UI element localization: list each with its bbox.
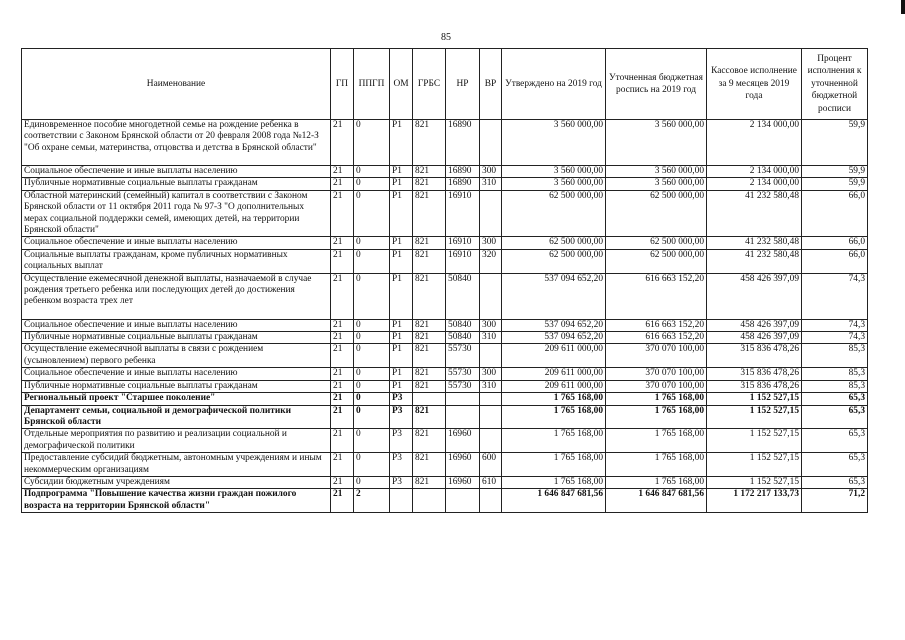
table-header-row xyxy=(22,49,868,120)
table-row xyxy=(22,319,868,331)
percent-cell: 59,9 xyxy=(802,178,868,190)
om-cell: Р1 xyxy=(390,190,413,237)
approved-cell: 62 500 000,00 xyxy=(502,190,606,237)
name-cell: Публичные нормативные социальные выплаты гражданам xyxy=(22,178,331,190)
name-cell: Осуществление ежемесячной выплаты в связи с рождением (усыновлением) первого ребенка xyxy=(22,344,331,368)
approved-cell: 1 646 847 681,56 xyxy=(502,489,606,513)
refined-cell: 616 663 152,20 xyxy=(606,319,707,331)
vr-cell: 300 xyxy=(480,319,502,331)
om-cell: Р1 xyxy=(390,344,413,368)
col-header-cash: Кассовое исполнение за 9 месяцев 2019 года xyxy=(707,49,802,120)
name-cell: Департамент семьи, социальной и демографической политики Брянской области xyxy=(22,405,331,429)
name-cell: Публичные нормативные социальные выплаты гражданам xyxy=(22,332,331,344)
vr-cell: 310 xyxy=(480,178,502,190)
refined-cell: 3 560 000,00 xyxy=(606,166,707,178)
refined-cell: 62 500 000,00 xyxy=(606,249,707,273)
percent-cell: 66,0 xyxy=(802,190,868,237)
ppgp-cell: 0 xyxy=(354,190,390,237)
refined-cell: 370 070 100,00 xyxy=(606,380,707,392)
approved-cell: 209 611 000,00 xyxy=(502,380,606,392)
table-row xyxy=(22,190,868,237)
name-cell: Социальное обеспечение и иные выплаты населению xyxy=(22,368,331,380)
table-row xyxy=(22,476,868,488)
percent-cell: 59,9 xyxy=(802,120,868,166)
name-cell: Областной материнский (семейный) капитал в соответствии с Законом Брянской области от 11 октября 2011 года № 97-З "О дополнительных мерах социальной поддержки семей, имеющих детей, на территории Брянской области" xyxy=(22,190,331,237)
grbs-cell: 821 xyxy=(413,476,446,488)
approved-cell: 209 611 000,00 xyxy=(502,368,606,380)
table-row xyxy=(22,344,868,368)
np-cell xyxy=(446,405,480,429)
om-cell: Р1 xyxy=(390,368,413,380)
gp-cell: 21 xyxy=(331,476,354,488)
gp-cell: 21 xyxy=(331,319,354,331)
grbs-cell: 821 xyxy=(413,273,446,319)
cash-cell: 458 426 397,09 xyxy=(707,319,802,331)
grbs-cell: 821 xyxy=(413,319,446,331)
cash-cell: 315 836 478,26 xyxy=(707,380,802,392)
approved-cell: 1 765 168,00 xyxy=(502,429,606,453)
gp-cell: 21 xyxy=(331,190,354,237)
percent-cell: 74,3 xyxy=(802,319,868,331)
ppgp-cell: 0 xyxy=(354,120,390,166)
cash-cell: 1 152 527,15 xyxy=(707,429,802,453)
gp-cell: 21 xyxy=(331,237,354,249)
refined-cell: 370 070 100,00 xyxy=(606,368,707,380)
approved-cell: 62 500 000,00 xyxy=(502,249,606,273)
percent-cell: 65,3 xyxy=(802,476,868,488)
vr-cell xyxy=(480,344,502,368)
refined-cell: 1 765 168,00 xyxy=(606,429,707,453)
ppgp-cell: 0 xyxy=(354,344,390,368)
vr-cell xyxy=(480,273,502,319)
refined-cell: 1 765 168,00 xyxy=(606,476,707,488)
ppgp-cell: 0 xyxy=(354,380,390,392)
cash-cell: 41 232 580,48 xyxy=(707,249,802,273)
cash-cell: 1 152 527,15 xyxy=(707,453,802,477)
om-cell: Р1 xyxy=(390,178,413,190)
approved-cell: 1 765 168,00 xyxy=(502,405,606,429)
cash-cell: 1 172 217 133,73 xyxy=(707,489,802,513)
grbs-cell xyxy=(413,489,446,513)
np-cell xyxy=(446,393,480,405)
percent-cell: 74,3 xyxy=(802,273,868,319)
np-cell: 16890 xyxy=(446,120,480,166)
name-cell: Социальные выплаты гражданам, кроме публичных нормативных социальных выплат xyxy=(22,249,331,273)
table-row xyxy=(22,273,868,319)
gp-cell: 21 xyxy=(331,249,354,273)
om-cell: Р3 xyxy=(390,429,413,453)
col-header-np: НР xyxy=(446,49,480,120)
percent-cell: 65,3 xyxy=(802,405,868,429)
budget-table xyxy=(21,48,868,513)
gp-cell: 21 xyxy=(331,489,354,513)
vr-cell xyxy=(480,393,502,405)
om-cell: Р1 xyxy=(390,273,413,319)
col-header-percent: Процент исполнения к уточненной бюджетной росписи xyxy=(802,49,868,120)
col-header-gp: ГП xyxy=(331,49,354,120)
np-cell: 16960 xyxy=(446,429,480,453)
om-cell: Р3 xyxy=(390,476,413,488)
ppgp-cell: 0 xyxy=(354,429,390,453)
approved-cell: 3 560 000,00 xyxy=(502,120,606,166)
grbs-cell: 821 xyxy=(413,368,446,380)
refined-cell: 62 500 000,00 xyxy=(606,190,707,237)
np-cell: 55730 xyxy=(446,344,480,368)
grbs-cell: 821 xyxy=(413,120,446,166)
name-cell: Подпрограмма "Повышение качества жизни граждан пожилого возраста на территории Брянской области" xyxy=(22,489,331,513)
om-cell: Р1 xyxy=(390,249,413,273)
table-row xyxy=(22,178,868,190)
vr-cell xyxy=(480,405,502,429)
name-cell: Региональный проект "Старшее поколение" xyxy=(22,393,331,405)
name-cell: Единовременное пособие многодетной семье на рождение ребенка в соответствии с Законом Брянской области от 20 февраля 2008 года №12-З "Об охране семьи, материнства, отцовства и детства в Брянской области" xyxy=(22,120,331,166)
approved-cell: 1 765 168,00 xyxy=(502,453,606,477)
table-row xyxy=(22,332,868,344)
om-cell: Р1 xyxy=(390,166,413,178)
approved-cell: 1 765 168,00 xyxy=(502,476,606,488)
np-cell: 16890 xyxy=(446,166,480,178)
refined-cell: 1 765 168,00 xyxy=(606,405,707,429)
np-cell: 16910 xyxy=(446,249,480,273)
cash-cell: 2 134 000,00 xyxy=(707,178,802,190)
percent-cell: 65,3 xyxy=(802,453,868,477)
percent-cell: 66,0 xyxy=(802,237,868,249)
approved-cell: 62 500 000,00 xyxy=(502,237,606,249)
table-row xyxy=(22,166,868,178)
gp-cell: 21 xyxy=(331,166,354,178)
ppgp-cell: 0 xyxy=(354,476,390,488)
approved-cell: 209 611 000,00 xyxy=(502,344,606,368)
om-cell: Р3 xyxy=(390,393,413,405)
om-cell xyxy=(390,489,413,513)
refined-cell: 370 070 100,00 xyxy=(606,344,707,368)
np-cell: 16960 xyxy=(446,453,480,477)
om-cell: Р1 xyxy=(390,237,413,249)
name-cell: Отдельные мероприятия по развитию и реализации социальной и демографической политики xyxy=(22,429,331,453)
page-number: 85 xyxy=(441,32,451,43)
refined-cell: 616 663 152,20 xyxy=(606,273,707,319)
name-cell: Социальное обеспечение и иные выплаты населению xyxy=(22,166,331,178)
cash-cell: 2 134 000,00 xyxy=(707,120,802,166)
np-cell: 55730 xyxy=(446,368,480,380)
percent-cell: 59,9 xyxy=(802,166,868,178)
col-header-grbs: ГРБС xyxy=(413,49,446,120)
vr-cell: 300 xyxy=(480,237,502,249)
percent-cell: 85,3 xyxy=(802,344,868,368)
grbs-cell: 821 xyxy=(413,190,446,237)
approved-cell: 3 560 000,00 xyxy=(502,166,606,178)
np-cell: 55730 xyxy=(446,380,480,392)
percent-cell: 85,3 xyxy=(802,380,868,392)
cash-cell: 41 232 580,48 xyxy=(707,190,802,237)
table-row xyxy=(22,429,868,453)
vr-cell: 320 xyxy=(480,249,502,273)
ppgp-cell: 0 xyxy=(354,393,390,405)
ppgp-cell: 0 xyxy=(354,178,390,190)
ppgp-cell: 0 xyxy=(354,405,390,429)
ppgp-cell: 0 xyxy=(354,319,390,331)
vr-cell: 300 xyxy=(480,368,502,380)
om-cell: Р1 xyxy=(390,120,413,166)
cash-cell: 1 152 527,15 xyxy=(707,476,802,488)
vr-cell: 600 xyxy=(480,453,502,477)
gp-cell: 21 xyxy=(331,120,354,166)
table-row xyxy=(22,453,868,477)
col-header-om: ОМ xyxy=(390,49,413,120)
percent-cell: 85,3 xyxy=(802,368,868,380)
table-row xyxy=(22,249,868,273)
ppgp-cell: 0 xyxy=(354,166,390,178)
om-cell: Р3 xyxy=(390,405,413,429)
table-row xyxy=(22,120,868,166)
col-header-approved: Утверждено на 2019 год xyxy=(502,49,606,120)
vr-cell xyxy=(480,429,502,453)
approved-cell: 537 094 652,20 xyxy=(502,319,606,331)
vr-cell xyxy=(480,190,502,237)
gp-cell: 21 xyxy=(331,380,354,392)
refined-cell: 1 765 168,00 xyxy=(606,393,707,405)
gp-cell: 21 xyxy=(331,405,354,429)
name-cell: Предоставление субсидий бюджетным, автономным учреждениям и иным некоммерческим организациям xyxy=(22,453,331,477)
np-cell xyxy=(446,489,480,513)
grbs-cell: 821 xyxy=(413,380,446,392)
grbs-cell xyxy=(413,393,446,405)
name-cell: Публичные нормативные социальные выплаты гражданам xyxy=(22,380,331,392)
grbs-cell: 821 xyxy=(413,249,446,273)
percent-cell: 71,2 xyxy=(802,489,868,513)
name-cell: Социальное обеспечение и иные выплаты населению xyxy=(22,319,331,331)
gp-cell: 21 xyxy=(331,178,354,190)
ppgp-cell: 0 xyxy=(354,453,390,477)
gp-cell: 21 xyxy=(331,332,354,344)
ppgp-cell: 0 xyxy=(354,237,390,249)
table-row xyxy=(22,368,868,380)
grbs-cell: 821 xyxy=(413,332,446,344)
vr-cell: 300 xyxy=(480,166,502,178)
name-cell: Социальное обеспечение и иные выплаты населению xyxy=(22,237,331,249)
percent-cell: 66,0 xyxy=(802,249,868,273)
cash-cell: 315 836 478,26 xyxy=(707,368,802,380)
grbs-cell: 821 xyxy=(413,237,446,249)
vr-cell xyxy=(480,489,502,513)
approved-cell: 537 094 652,20 xyxy=(502,273,606,319)
col-header-refined: Уточненная бюджетная роспись на 2019 год xyxy=(606,49,707,120)
cash-cell: 2 134 000,00 xyxy=(707,166,802,178)
ppgp-cell: 0 xyxy=(354,332,390,344)
np-cell: 50840 xyxy=(446,273,480,319)
grbs-cell: 821 xyxy=(413,166,446,178)
cash-cell: 458 426 397,09 xyxy=(707,332,802,344)
approved-cell: 1 765 168,00 xyxy=(502,393,606,405)
refined-cell: 3 560 000,00 xyxy=(606,178,707,190)
refined-cell: 616 663 152,20 xyxy=(606,332,707,344)
gp-cell: 21 xyxy=(331,453,354,477)
np-cell: 16890 xyxy=(446,178,480,190)
cash-cell: 458 426 397,09 xyxy=(707,273,802,319)
vr-cell: 310 xyxy=(480,332,502,344)
gp-cell: 21 xyxy=(331,344,354,368)
table-row xyxy=(22,489,868,513)
np-cell: 16960 xyxy=(446,476,480,488)
refined-cell: 62 500 000,00 xyxy=(606,237,707,249)
om-cell: Р1 xyxy=(390,380,413,392)
np-cell: 50840 xyxy=(446,319,480,331)
om-cell: Р3 xyxy=(390,453,413,477)
table-row xyxy=(22,405,868,429)
col-header-name: Наименование xyxy=(22,49,331,120)
table-row xyxy=(22,393,868,405)
name-cell: Субсидии бюджетным учреждениям xyxy=(22,476,331,488)
table-body xyxy=(22,120,868,513)
refined-cell: 3 560 000,00 xyxy=(606,120,707,166)
ppgp-cell: 0 xyxy=(354,368,390,380)
scan-edge-mark xyxy=(901,0,905,14)
grbs-cell: 821 xyxy=(413,405,446,429)
table-row xyxy=(22,380,868,392)
gp-cell: 21 xyxy=(331,273,354,319)
np-cell: 16910 xyxy=(446,190,480,237)
gp-cell: 21 xyxy=(331,368,354,380)
ppgp-cell: 2 xyxy=(354,489,390,513)
grbs-cell: 821 xyxy=(413,453,446,477)
percent-cell: 65,3 xyxy=(802,393,868,405)
refined-cell: 1 646 847 681,56 xyxy=(606,489,707,513)
vr-cell: 610 xyxy=(480,476,502,488)
cash-cell: 1 152 527,15 xyxy=(707,405,802,429)
ppgp-cell: 0 xyxy=(354,249,390,273)
vr-cell xyxy=(480,120,502,166)
name-cell: Осуществление ежемесячной денежной выплаты, назначаемой в случае рождения третьего ребенка или последующих детей до достижения ребенком возраста трех лет xyxy=(22,273,331,319)
np-cell: 16910 xyxy=(446,237,480,249)
approved-cell: 537 094 652,20 xyxy=(502,332,606,344)
gp-cell: 21 xyxy=(331,429,354,453)
gp-cell: 21 xyxy=(331,393,354,405)
om-cell: Р1 xyxy=(390,332,413,344)
percent-cell: 65,3 xyxy=(802,429,868,453)
approved-cell: 3 560 000,00 xyxy=(502,178,606,190)
col-header-ppgp: ППГП xyxy=(354,49,390,120)
om-cell: Р1 xyxy=(390,319,413,331)
table-row xyxy=(22,237,868,249)
refined-cell: 1 765 168,00 xyxy=(606,453,707,477)
col-header-vr: ВР xyxy=(480,49,502,120)
cash-cell: 315 836 478,26 xyxy=(707,344,802,368)
cash-cell: 41 232 580,48 xyxy=(707,237,802,249)
grbs-cell: 821 xyxy=(413,344,446,368)
np-cell: 50840 xyxy=(446,332,480,344)
cash-cell: 1 152 527,15 xyxy=(707,393,802,405)
grbs-cell: 821 xyxy=(413,178,446,190)
ppgp-cell: 0 xyxy=(354,273,390,319)
grbs-cell: 821 xyxy=(413,429,446,453)
percent-cell: 74,3 xyxy=(802,332,868,344)
vr-cell: 310 xyxy=(480,380,502,392)
